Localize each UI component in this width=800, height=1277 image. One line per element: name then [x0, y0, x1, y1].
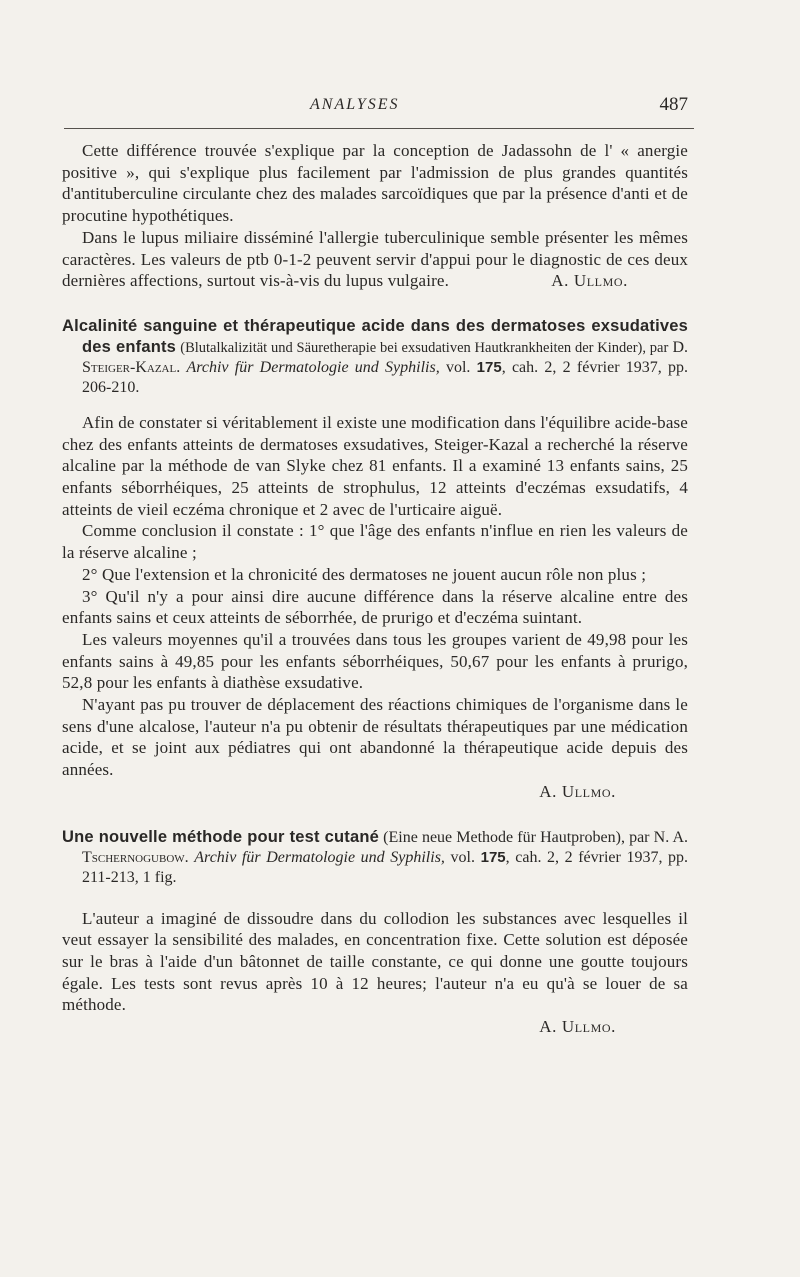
review-signature: A. Ullmo.: [539, 781, 616, 801]
review-volume: 175: [476, 358, 502, 376]
running-header: [62, 90, 688, 120]
paragraph: N'ayant pas pu trouver de déplacement des réactions chimiques de l'organisme dans le sens d'une alcalose, l'auteur n'a pu obtenir de résultats thérapeutiques par une médication acide, et se joint aux pédiatres qui ont abandonné la thérapeutique acide depuis des années.: [62, 695, 688, 780]
header-rule: [64, 128, 694, 129]
paragraph: 2° Que l'extension et la chronicité des dermatoses ne jouent aucun rôle non plus ;: [82, 564, 647, 584]
review-signature: A. Ullmo.: [539, 1017, 616, 1037]
review-volume-prefix: vol.: [450, 848, 475, 866]
review-citation: , cah. 2, 2 février 1937, pp. 211-213, 1 fig.: [82, 848, 689, 886]
review-signature: A. Ullmo.: [551, 271, 628, 291]
paragraph: 3° Qu'il n'y a pour ainsi dire aucune différence dans la réserve alcaline entre des enfants sains et ceux atteints de séborrhée, de prurigo et d'eczéma suintant.: [62, 586, 688, 628]
paragraph: L'auteur a imaginé de dissoudre dans du collodion les substances avec lesquelles il veut essayer la sensibilité des malades, en concentration fixe. Cette solution est déposée sur le bras à l'aide d'un bâtonnet de taille constante, ce qui donne une goutte toujours égale. Les tests sont revus après 10 à 12 heures; l'auteur n'a eu qu'à se louer de sa méthode.: [62, 908, 688, 1015]
review-alcalinite: [62, 316, 688, 803]
review-heading: [62, 827, 688, 888]
review-title: Alcalinité sanguine et thérapeutique acide dans des dermatoses exsudatives des enfants: [62, 316, 688, 356]
paragraph: Cette différence trouvée s'explique par la conception de Jadassohn de l' « anergie positive », qui s'explique plus facilement par l'admission de plus grandes quantités d'antituberculine circulante chez des malades sarcoïdiques que par la présence d'anti et de procutine hypothétiques.: [62, 141, 688, 226]
paragraph: Les valeurs moyennes qu'il a trouvées dans tous les groupes varient de 49,98 pour les enfants sains à 49,85 pour les enfants séborrhéiques, 50,67 pour les enfants à prurigo, 52,8 pour les enfants à diathèse exsudative.: [62, 629, 688, 693]
review-volume: 175: [480, 848, 506, 866]
running-title: ANALYSES: [310, 96, 400, 113]
page-content: [62, 140, 688, 1038]
review-original-title: (Eine neue Methode für Hautproben), par: [383, 828, 650, 846]
paragraph: Comme conclusion il constate : 1° que l'âge des enfants n'influe en rien les valeurs de la réserve alcaline ;: [62, 521, 688, 563]
paragraph: Afin de constater si véritablement il existe une modification dans l'équilibre acide-base chez des enfants atteints de dermatoses exsudatives, Steiger-Kazal a recherché la réserve alcaline par la méthode de van Slyke chez 81 enfants. Il a examiné 13 enfants sains, 25 enfants séborrhéiques, 25 atteints de strophulus, 12 atteints d'eczémas exsudatifs, 4 atteints de vieil eczéma chronique et 2 avec de l'urticaire aiguë.: [62, 412, 688, 519]
review-volume-prefix: vol.: [445, 358, 471, 376]
review-test-cutane: [62, 827, 688, 1038]
review-journal: Archiv für Dermatologie und Syphilis,: [186, 358, 440, 376]
review-continuation: [62, 140, 688, 292]
review-original-title: (Blutalkalizität und Säuretherapie bei exsudativen Hautkrankheiten der Kinder), par: [180, 339, 669, 356]
review-author: N. A. Tschernogubow.: [82, 828, 689, 866]
review-heading: [62, 316, 688, 398]
review-journal: Archiv für Dermatologie und Syphilis,: [194, 848, 445, 866]
journal-page: [62, 90, 688, 1038]
paragraph: Dans le lupus miliaire disséminé l'allergie tuberculinique semble présenter les mêmes caractères. Les valeurs de ptb 0-1-2 peuvent servir d'appui pour le diagnostic de ces deux dernières affections, surtout vis-à-vis du lupus vulgaire.: [62, 227, 688, 291]
review-title: Une nouvelle méthode pour test cutané: [62, 827, 380, 846]
review-citation: , cah. 2, 2 février 1937, pp. 206-210.: [82, 358, 689, 396]
review-author: D. Steiger-Kazal.: [82, 338, 689, 376]
page-number: 487: [659, 94, 688, 115]
